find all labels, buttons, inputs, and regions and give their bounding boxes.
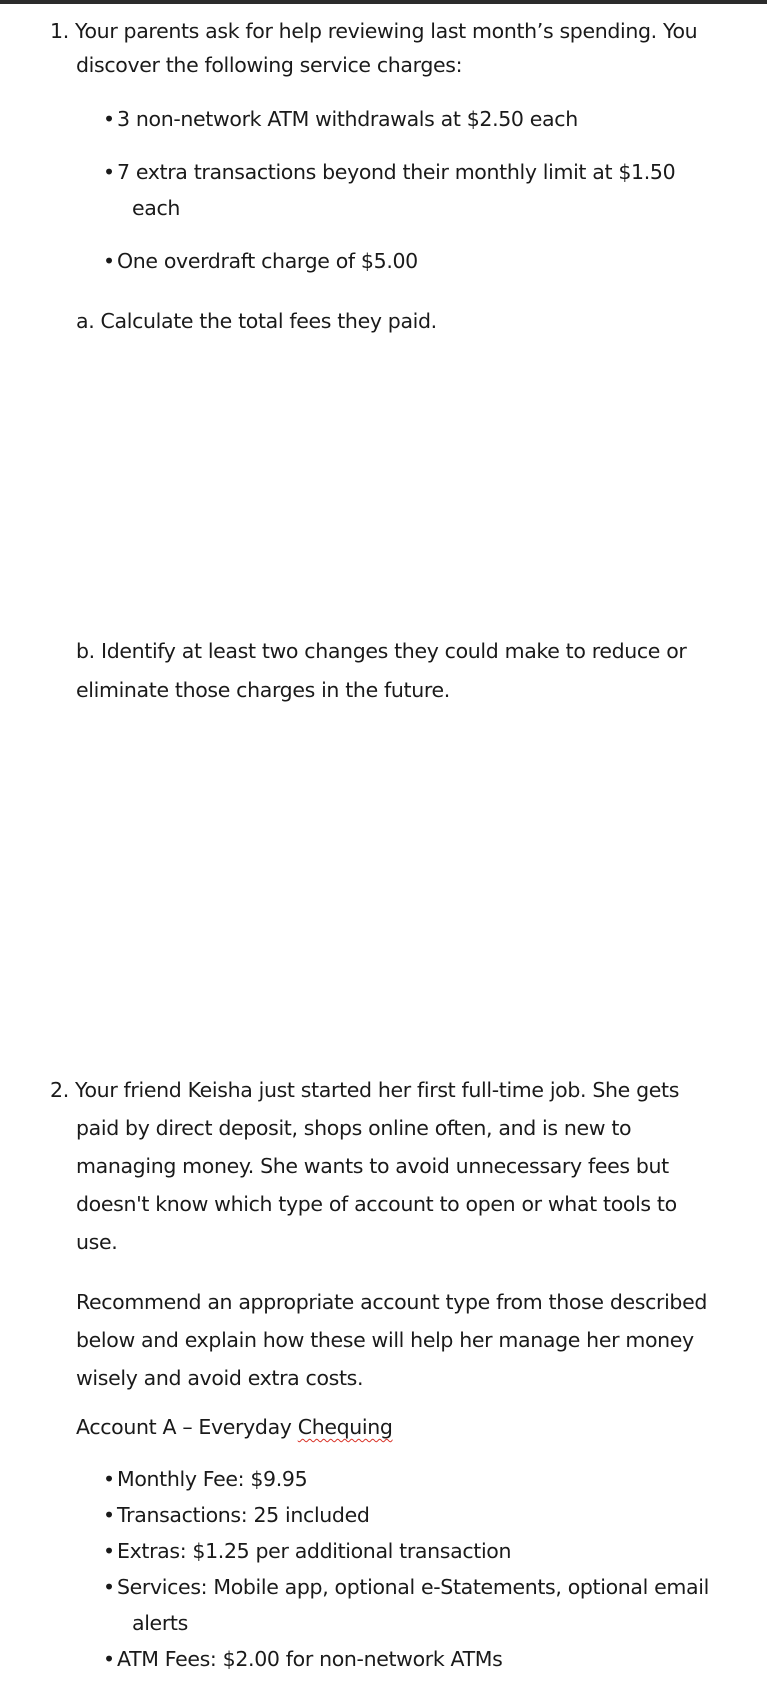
question-2-stem-line-1: 2. Your friend Keisha just started her first full-time job. She gets [50,1078,680,1102]
question-1-part-b-line-1: b. Identify at least two changes they could make to reduce or [76,639,687,663]
bullet-icon [103,1538,117,1564]
list-item: •7 extra transactions beyond their monthly limit at $1.50 [103,159,675,185]
question-2-number: 2. [50,1078,69,1102]
list-item-continuation: alerts [132,1611,188,1635]
window-top-edge [0,0,767,4]
question-2-stem-line-5: use. [76,1230,118,1254]
question-1-part-b-line-2: eliminate those charges in the future. [76,678,450,702]
list-item-continuation: each [132,196,181,220]
list-item: •One overdraft charge of $5.00 [103,248,418,274]
list-item: •Extras: $1.25 per additional transaction [103,1538,511,1564]
list-item: •Services: Mobile app, optional e-Statements, optional email [103,1574,709,1600]
bullet-icon [103,1574,117,1600]
bullet-icon [103,248,117,274]
question-2-stem-line-2: paid by direct deposit, shops online often, and is new to [76,1116,632,1140]
list-item: •3 non-network ATM withdrawals at $2.50 each [103,106,578,132]
question-2-prompt-line-3: wisely and avoid extra costs. [76,1366,364,1390]
list-item: •Transactions: 25 included [103,1502,370,1528]
spellcheck-flagged-word[interactable]: Chequing [297,1415,393,1439]
question-2-stem-line-4: doesn't know which type of account to open or what tools to [76,1192,677,1216]
bullet-icon [103,1502,117,1528]
question-1-stem-line-1: 1. Your parents ask for help reviewing last month’s spending. You [50,19,698,43]
bullet-icon [103,1646,117,1672]
bullet-icon [103,106,117,132]
question-1-stem-line-2: discover the following service charges: [76,53,463,77]
question-2-prompt-line-2: below and explain how these will help her manage her money [76,1328,694,1352]
list-item: •ATM Fees: $2.00 for non-network ATMs [103,1646,502,1672]
account-a-title: Account A – Everyday Chequing [76,1415,393,1439]
list-item: •Monthly Fee: $9.95 [103,1466,307,1492]
question-2-stem-line-3: managing money. She wants to avoid unnecessary fees but [76,1154,669,1178]
bullet-icon [103,159,117,185]
bullet-icon [103,1466,117,1492]
question-1-number: 1. [50,19,69,43]
question-1-part-a: a. Calculate the total fees they paid. [76,309,437,333]
question-2-prompt-line-1: Recommend an appropriate account type from those described [76,1290,708,1314]
